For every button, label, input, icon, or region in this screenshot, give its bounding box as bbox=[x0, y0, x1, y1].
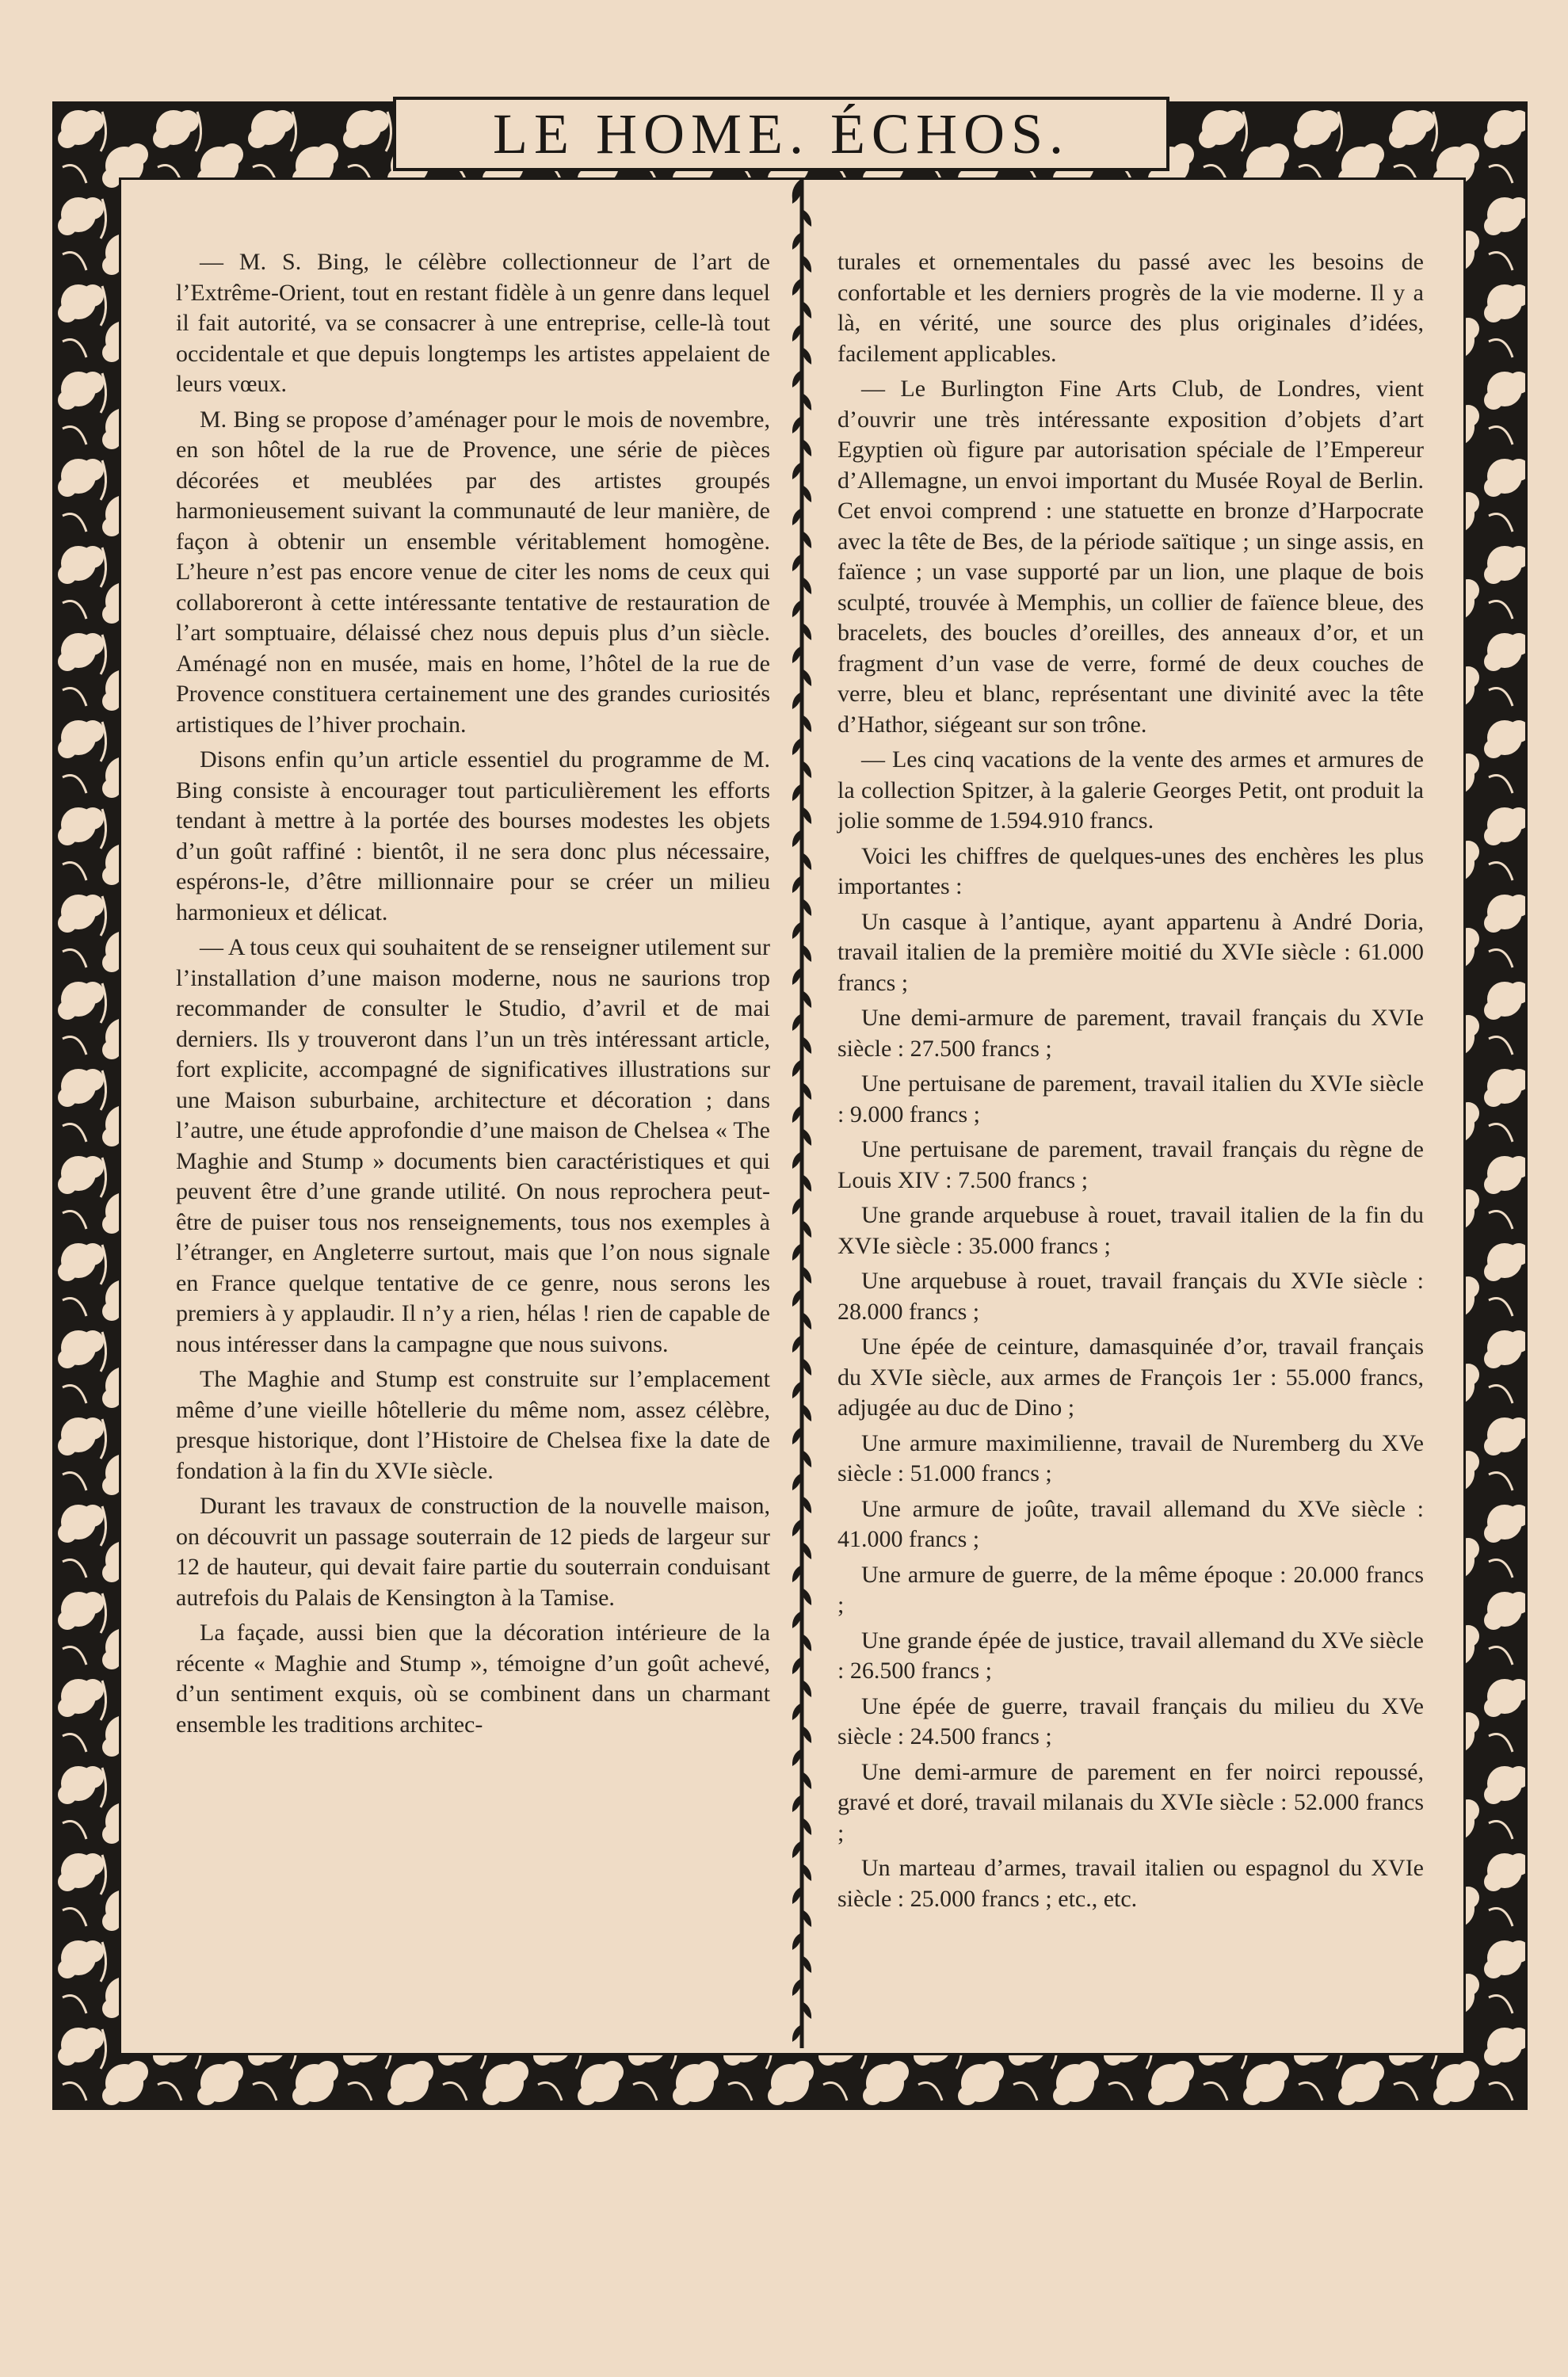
auction-item: Un casque à l’antique, ayant appartenu à André Doria, travail italien de la première moitié du XVIe siècle : 61.000 francs ; bbox=[837, 908, 1424, 996]
paragraph: Durant les travaux de construction de la nouvelle maison, on découvrit un passage souterrain de 12 pieds de largeur sur 12 de hauteur, qui devait faire partie du souterrain conduisant autrefois du Palais de Kensington à la Tamise. bbox=[176, 1493, 770, 1611]
auction-item: Une arquebuse à rouet, travail français du XVIe siècle : 28.000 francs ; bbox=[837, 1268, 1424, 1325]
paragraph: M. Bing se propose d’aménager pour le mois de novembre, en son hôtel de la rue de Provence, une série de pièces décorées et meublées par des artistes groupés harmonieusement suivant la communauté de leur manière, de façon à obtenir un ensemble véritablement homogène. L’heure n’est pas encore venue de citer les noms de ceux qui collaboreront à cette intéressante tentative de restauration de l’art somptuaire, délaissé chez nous depuis plus d’un siècle. Aménagé non en musée, mais en home, l’hôtel de la rue de Provence constituera certainement une des grandes curiosités artistiques de l’hiver prochain. bbox=[176, 406, 770, 738]
auction-item: Une grande épée de justice, travail allemand du XVe siècle : 26.500 francs ; bbox=[837, 1627, 1424, 1684]
paragraph: — Les cinq vacations de la vente des armes et armures de la collection Spitzer, à la galerie Georges Petit, ont produit la jolie somme de 1.594.910 francs. bbox=[837, 746, 1424, 834]
page-title: LE HOME. ÉCHOS. bbox=[493, 101, 1070, 166]
auction-item: Une pertuisane de parement, travail français du règne de Louis XIV : 7.500 francs ; bbox=[837, 1136, 1424, 1193]
paragraph: turales et ornementales du passé avec les besoins de confortable et les derniers progrès de la vie moderne. Il y a là, en vérité, une source des plus originales d’idées, facilement applicables. bbox=[837, 249, 1424, 367]
auction-item: Une demi-armure de parement en fer noirci repoussé, gravé et doré, travail milanais du XVIe siècle : 52.000 francs ; bbox=[837, 1758, 1424, 1846]
auction-item: Un marteau d’armes, travail italien ou espagnol du XVIe siècle : 25.000 francs ; etc., etc. bbox=[837, 1855, 1424, 1912]
paragraph: The Maghie and Stump est construite sur l’emplacement même d’une vieille hôtellerie du même nom, assez célèbre, presque historique, dont l’Histoire de Chelsea fixe la date de fondation à la fin du XVIe siècle. bbox=[176, 1366, 770, 1484]
left-column bbox=[176, 247, 770, 1745]
auction-item: Une armure de joûte, travail allemand du XVe siècle : 41.000 francs ; bbox=[837, 1495, 1424, 1552]
auction-item: Une armure maximilienne, travail de Nuremberg du XVe siècle : 51.000 francs ; bbox=[837, 1429, 1424, 1486]
paragraph: Voici les chiffres de quelques-unes des enchères les plus importantes : bbox=[837, 842, 1424, 899]
right-column bbox=[837, 247, 1424, 1919]
auction-item: Une pertuisane de parement, travail italien du XVIe siècle : 9.000 francs ; bbox=[837, 1070, 1424, 1127]
auction-item: Une armure de guerre, de la même époque : 20.000 francs ; bbox=[837, 1561, 1424, 1618]
auction-item: Une demi-armure de parement, travail français du XVIe siècle : 27.500 francs ; bbox=[837, 1005, 1424, 1062]
paragraph: — A tous ceux qui souhaitent de se renseigner utilement sur l’installation d’une maison moderne, nous ne saurions trop recommander de consulter le Studio, d’avril et de mai derniers. Ils y trouveront dans l’un un très intéressant article, fort explicite, accompagné de significatives illustrations sur une Maison suburbaine, architecture et décoration ; dans l’autre, une étude approfondie d’une maison de Chelsea « The Maghie and Stump » documents bien caractéristiques et qui peuvent être d’une grande utilité. On nous reprochera peut-être de puiser tous nos renseignements, tous nos exemples à l’étranger, en Angleterre surtout, mais que l’on nous signale en France quelque tentative de ce genre, nous serons les premiers à y applaudir. Il n’y a rien, hélas ! rien de capable de nous intéresser dans la campagne que nous suivons. bbox=[176, 934, 770, 1357]
auction-item: Une épée de guerre, travail français du milieu du XVe siècle : 24.500 francs ; bbox=[837, 1692, 1424, 1749]
auction-item: Une épée de ceinture, damasquinée d’or, travail français du XVIe siècle, aux armes de François 1er : 55.000 francs, adjugée au duc de Dino ; bbox=[837, 1333, 1424, 1421]
paragraph: — Le Burlington Fine Arts Club, de Londres, vient d’ouvrir une très intéressante exposition d’objets d’art Egyptien où figure par autorisation spéciale de l’Empereur d’Allemagne, un envoi important du Musée Royal de Berlin. Cet envoi comprend : une statuette en bronze d’Harpocrate avec la tête de Bes, de la période saïtique ; un singe assis, en faïence ; un vase supporté par un lion, une plaque de bois sculpté, trouvée à Memphis, un collier de faïence bleue, des bracelets, des boucles d’oreilles, des anneaux d’or, et un fragment d’un vase de verre, formé de deux couches de verre, bleu et blanc, représentant une divinité avec la tête d’Hathor, siégeant sur son trône. bbox=[837, 376, 1424, 738]
auction-item: Une grande arquebuse à rouet, travail italien de la fin du XVIe siècle : 35.000 francs ; bbox=[837, 1202, 1424, 1259]
paragraph: Disons enfin qu’un article essentiel du programme de M. Bing consiste à encourager tout particulièrement les efforts tendant à mettre à la portée des bourses modestes les objets d’un goût raffiné : bientôt, il ne sera donc plus nécessaire, espérons-le, d’être millionnaire pour se créer un milieu harmonieux et délicat. bbox=[176, 746, 770, 925]
paragraph: La façade, aussi bien que la décoration intérieure de la récente « Maghie and Stump », témoigne d’un goût achevé, d’un sentiment exquis, où se combinent dans un charmant ensemble les traditions architec- bbox=[176, 1620, 770, 1738]
paragraph: — M. S. Bing, le célèbre collectionneur de l’art de l’Extrême-Orient, tout en restant fidèle à un genre dans lequel il fait autorité, va se consacrer à une entreprise, celle-là tout occidentale et que depuis longtemps les artistes appelaient de leurs vœux. bbox=[176, 249, 770, 397]
title-banner bbox=[393, 97, 1169, 171]
vine-divider-ornament bbox=[791, 178, 813, 2048]
